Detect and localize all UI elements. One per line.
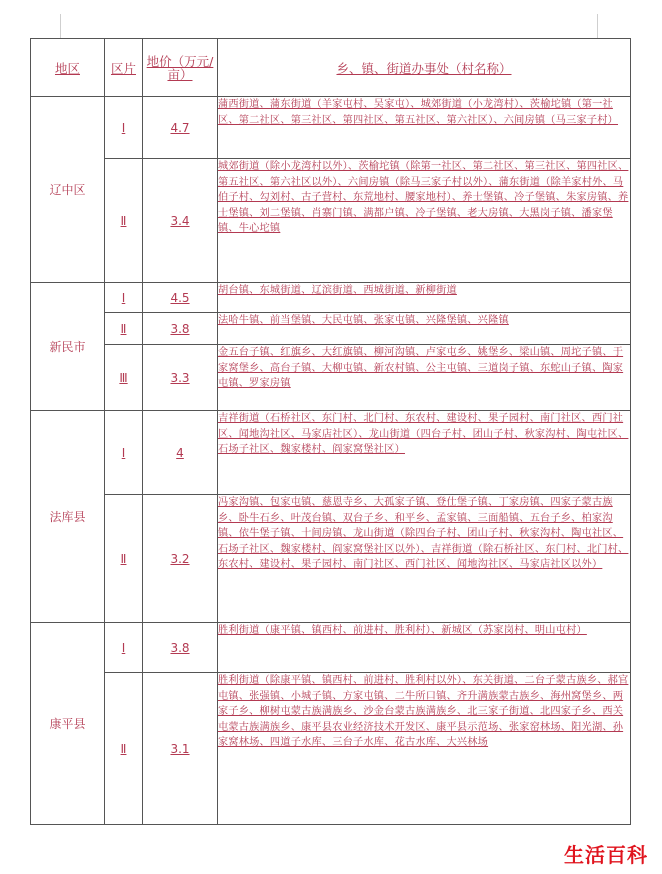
region-cell: 辽中区	[31, 97, 105, 283]
zone-cell: Ⅱ	[105, 159, 143, 283]
villages-cell: 蒲西街道、蒲东街道（羊家屯村、吴家屯）、城郊街道（小龙湾村）、茨榆坨镇（第一社区、第二社区、第三社区、第四社区、第五社区、第六社区）、六间房镇（马三家子村）	[218, 97, 631, 159]
zone-cell: Ⅱ	[105, 313, 143, 345]
header-zone: 区片	[105, 39, 143, 97]
zone-cell: Ⅱ	[105, 495, 143, 623]
land-price-table	[30, 38, 631, 825]
price-cell: 3.1	[143, 673, 218, 825]
villages-cell: 法哈牛镇、前当堡镇、大民屯镇、张家屯镇、兴隆堡镇、兴隆镇	[218, 313, 631, 345]
price-cell: 4.5	[143, 283, 218, 313]
zone-cell: Ⅲ	[105, 345, 143, 411]
price-cell: 3.8	[143, 623, 218, 673]
zone-cell: Ⅰ	[105, 283, 143, 313]
table-row	[31, 313, 631, 345]
header-region: 地区	[31, 39, 105, 97]
table-row	[31, 283, 631, 313]
header-villages: 乡、镇、街道办事处（村名称）	[218, 39, 631, 97]
price-cell: 4	[143, 411, 218, 495]
table-row	[31, 623, 631, 673]
watermark-logo: 生活百科	[564, 843, 648, 867]
table-row	[31, 495, 631, 623]
villages-cell: 城郊街道（除小龙湾村以外）、茨榆坨镇（除第一社区、第二社区、第三社区、第四社区、第五社区、第六社区以外）、六间房镇（除马三家子村以外）、蒲东街道（除羊家村外、马伯子村、勾刘村、古子营村、东荒地村、腰家地村）、养士堡镇、冷子堡镇、朱家房镇、养士堡镇、刘二堡镇、肖寨门镇、满都户镇、冷子堡镇、老大房镇、大黑岗子镇、潘家堡镇、牛心坨镇	[218, 159, 631, 283]
table-row	[31, 345, 631, 411]
fold-mark-left	[60, 14, 61, 38]
villages-cell: 冯家沟镇、包家屯镇、慈恩寺乡、大孤家子镇、登仕堡子镇、丁家房镇、四家子蒙古族乡、卧牛石乡、叶茂台镇、双台子乡、和平乡、孟家镇、三面船镇、五台子乡、柏家沟镇、依牛堡子镇、十间房镇、龙山街道（除四台子村、团山子村、秋家沟村、陶屯社区、石场子社区、魏家楼村、阎家窝堡社区以外）、吉祥街道（除石桥社区、东门村、北门村、东农村、建设村、果子园村、南门社区、西门社区、闻地沟社区、马家店社区以外）	[218, 495, 631, 623]
price-cell: 4.7	[143, 97, 218, 159]
region-cell: 新民市	[31, 283, 105, 411]
zone-cell: Ⅰ	[105, 411, 143, 495]
villages-cell: 金五台子镇、红旗乡、大红旗镇、柳河沟镇、卢家屯乡、姚堡乡、梁山镇、周坨子镇、于家窝堡乡、高台子镇、大柳屯镇、新农村镇、公主屯镇、三道岗子镇、东蛇山子镇、陶家屯镇、罗家房镇	[218, 345, 631, 411]
region-cell: 康平县	[31, 623, 105, 825]
table-row	[31, 97, 631, 159]
villages-cell: 胜利街道（除康平镇、镇西村、前进村、胜利村以外）、东关街道、二台子蒙古族乡、郝官屯镇、张强镇、小城子镇、方家屯镇、二牛所口镇、齐升满族蒙古族乡、海州窝堡乡、两家子乡、柳树屯蒙古族满族乡、沙金台蒙古族满族乡、北三家子街道、北四家子乡、西关屯蒙古族满族乡、康平县农业经济技术开发区、康平县示范场、张家窑林场、阳光湖、孙家窝林场、四道子水库、三台子水库、花古水库、大兴林场	[218, 673, 631, 825]
villages-cell: 胜利街道（康平镇、镇西村、前进村、胜利村）、新城区（苏家岗村、明山屯村）	[218, 623, 631, 673]
table-row	[31, 159, 631, 283]
table-row	[31, 673, 631, 825]
villages-cell: 胡台镇、东城街道、辽滨街道、西城街道、新柳街道	[218, 283, 631, 313]
zone-cell: Ⅱ	[105, 673, 143, 825]
header-price: 地价（万元/亩）	[143, 39, 218, 97]
table-row	[31, 411, 631, 495]
fold-mark-right	[597, 14, 598, 38]
price-cell: 3.3	[143, 345, 218, 411]
villages-cell: 吉祥街道（石桥社区、东门村、北门村、东农村、建设村、果子园村、南门社区、西门社区、闻地沟社区、马家店社区）、龙山街道（四台子村、团山子村、秋家沟村、陶屯社区、石场子社区、魏家楼村、阎家窝堡社区）	[218, 411, 631, 495]
zone-cell: Ⅰ	[105, 623, 143, 673]
price-cell: 3.2	[143, 495, 218, 623]
price-cell: 3.8	[143, 313, 218, 345]
table-header-row	[31, 39, 631, 97]
region-cell: 法库县	[31, 411, 105, 623]
price-cell: 3.4	[143, 159, 218, 283]
zone-cell: Ⅰ	[105, 97, 143, 159]
